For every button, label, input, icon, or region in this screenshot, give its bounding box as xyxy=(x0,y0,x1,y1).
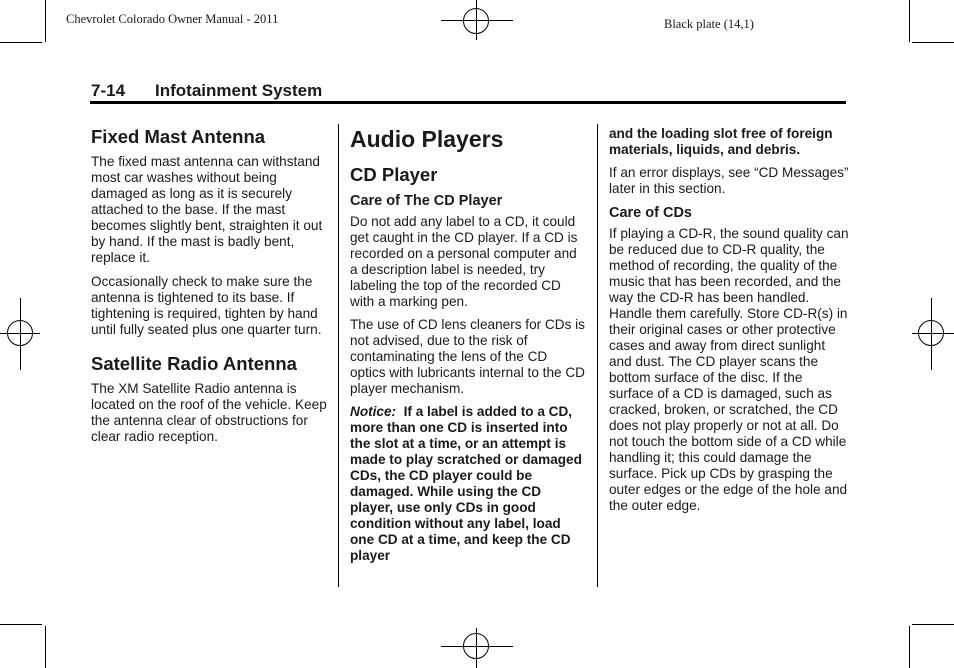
crop-mark-top-left-h xyxy=(0,42,42,43)
column-1 xyxy=(91,126,329,445)
care-paragraph-1: Do not add any label to a CD, it could get caught in the CD player. If a CD is recorded on a personal computer and a description label is needed, try labeling the top of the recorded CD with a marking pen. xyxy=(350,214,578,309)
crop-mark-top-left-v xyxy=(45,0,46,42)
crop-mark-top-right-v xyxy=(909,0,910,42)
satellite-antenna-paragraph: The XM Satellite Radio antenna is located on the roof of the vehicle. Keep the antenna clear of obstructions for clear radio reception. xyxy=(91,381,327,444)
header-rule xyxy=(90,101,846,104)
fixed-mast-antenna-heading: Fixed Mast Antenna xyxy=(91,126,266,147)
column-divider-2 xyxy=(597,124,598,587)
plate-label: Black plate (14,1) xyxy=(664,17,754,31)
care-of-cd-player-heading: Care of The CD Player xyxy=(350,193,503,209)
crop-mark-bottom-left-h xyxy=(0,624,42,625)
page-number: 7-14 xyxy=(91,81,126,100)
section-header xyxy=(91,81,322,101)
notice-continuation: and the loading slot free of foreign materials, liquids, and debris. xyxy=(609,126,833,157)
column-divider-1 xyxy=(338,124,339,587)
crop-mark-bottom-right-v xyxy=(909,626,910,668)
care-of-cds-heading: Care of CDs xyxy=(609,205,692,221)
notice-text: If a label is added to a CD, more than one CD is inserted into the slot at a time, or an attempt is made to play scratched or damaged CDs, the CD player could be damaged. While using the CD player, use only CDs in good condition without any label, load one CD at a time, and keep the CD player xyxy=(350,404,582,563)
column-3 xyxy=(609,126,849,514)
error-display-paragraph: If an error displays, see “CD Messages” later in this section. xyxy=(609,165,849,196)
notice-label: Notice: xyxy=(350,404,397,419)
section-title: Infotainment System xyxy=(155,81,323,100)
audio-players-heading: Audio Players xyxy=(350,126,504,152)
fixed-mast-paragraph-1: The fixed mast antenna can withstand most car washes without being damaged as long as it is securely attached to the base. If the mast becomes slightly bent, straighten it out by hand. If the mast is badly bent, replace it. xyxy=(91,154,323,265)
manual-title: Chevrolet Colorado Owner Manual - 2011 xyxy=(66,12,279,26)
fixed-mast-paragraph-2: Occasionally check to make sure the antenna is tightened to its base. If tightening is required, tighten by hand until fully seated plus one quarter turn. xyxy=(91,274,322,337)
crop-mark-top-right-h xyxy=(912,42,954,43)
notice-paragraph xyxy=(350,404,586,564)
crop-mark-bottom-left-v xyxy=(45,626,46,668)
crop-mark-bottom-right-h xyxy=(912,624,954,625)
care-paragraph-2: The use of CD lens cleaners for CDs is not advised, due to the risk of contaminating the lens of the CD optics with lubricants internal to the CD player mechanism. xyxy=(350,317,585,396)
care-of-cds-paragraph: If playing a CD-R, the sound quality can be reduced due to CD-R quality, the method of recording, the quality of the music that has been recorded, and the way the CD-R has been handled. Handle them carefully. Store CD-R(s) in their original cases or other protective cases and away from direct sunlight and dust. The CD player scans the bottom surface of the disc. If the surface of a CD is damaged, such as cracked, broken, or scratched, the CD does not play properly or not at all. Do not touch the bottom side of a CD while handling it; this could damage the surface. Pick up CDs by grasping the outer edges or the edge of the hole and the outer edge. xyxy=(609,226,849,513)
satellite-radio-antenna-heading: Satellite Radio Antenna xyxy=(91,353,297,374)
column-2 xyxy=(350,126,586,564)
cd-player-heading: CD Player xyxy=(350,164,438,185)
